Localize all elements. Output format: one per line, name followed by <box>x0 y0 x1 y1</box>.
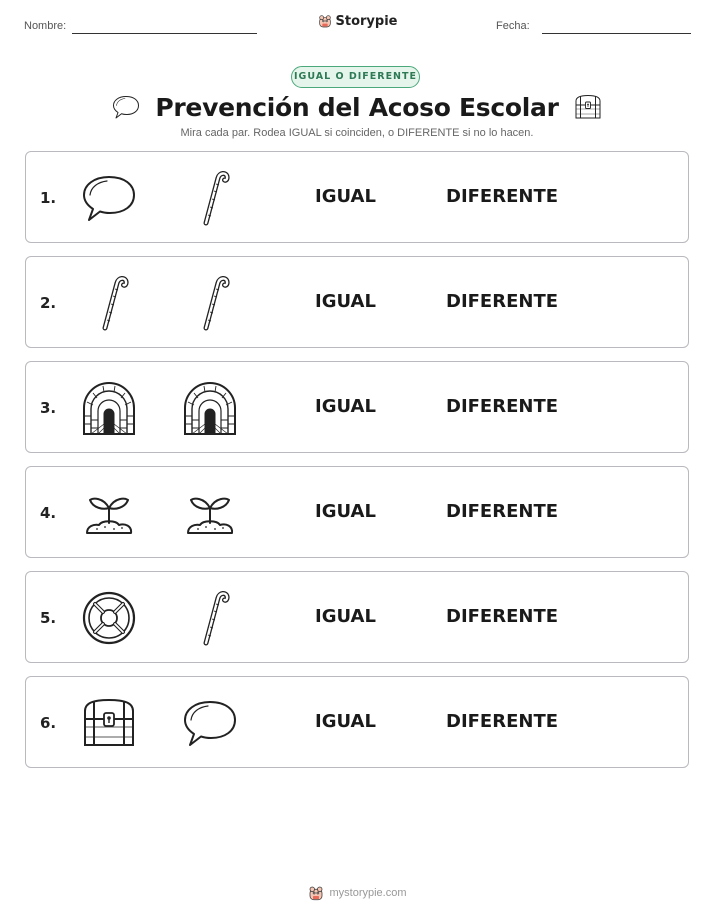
speech-bubble-icon <box>180 693 240 753</box>
speech-bubble-icon <box>79 168 139 228</box>
option-different[interactable]: DIFERENTE <box>446 291 559 312</box>
shield-icon <box>79 588 139 648</box>
option-same[interactable]: IGUAL <box>315 291 376 312</box>
row-number: 2. <box>40 294 57 312</box>
treasure-chest-icon <box>79 693 139 753</box>
exercise-row <box>25 256 689 348</box>
option-different[interactable]: DIFERENTE <box>446 396 559 417</box>
storypie-mascot-icon <box>307 884 325 902</box>
exercise-row <box>25 571 689 663</box>
option-different[interactable]: DIFERENTE <box>446 606 559 627</box>
exercise-row <box>25 151 689 243</box>
name-label: Nombre: <box>24 20 67 32</box>
row-number: 4. <box>40 504 57 522</box>
activity-badge: IGUAL O DIFERENTE <box>291 66 420 88</box>
storypie-mascot-icon <box>317 13 333 29</box>
tunnel-icon <box>180 378 240 438</box>
brand-logo <box>0 13 714 33</box>
option-same[interactable]: IGUAL <box>315 501 376 522</box>
date-line[interactable] <box>542 33 691 34</box>
option-different[interactable]: DIFERENTE <box>446 501 559 522</box>
tunnel-icon <box>79 378 139 438</box>
exercise-row <box>25 676 689 768</box>
cane-icon <box>79 273 139 333</box>
brand-name: Storypie <box>335 13 398 29</box>
title-row <box>0 92 714 126</box>
sprout-icon <box>180 483 240 543</box>
cane-icon <box>180 273 240 333</box>
instructions: Mira cada par. Rodea IGUAL si coinciden, o DIFERENTE si no lo hacen. <box>180 127 534 139</box>
exercise-row <box>25 361 689 453</box>
option-same[interactable]: IGUAL <box>315 606 376 627</box>
page-title: Prevención del Acoso Escolar <box>155 92 559 122</box>
name-line[interactable] <box>72 33 257 34</box>
sprout-icon <box>79 483 139 543</box>
row-number: 3. <box>40 399 57 417</box>
cane-icon <box>180 168 240 228</box>
option-different[interactable]: DIFERENTE <box>446 186 559 207</box>
row-number: 5. <box>40 609 57 627</box>
speech-bubble-icon <box>111 92 141 122</box>
date-label: Fecha: <box>496 20 530 32</box>
option-different[interactable]: DIFERENTE <box>446 711 559 732</box>
row-number: 6. <box>40 714 57 732</box>
option-same[interactable]: IGUAL <box>315 186 376 207</box>
exercise-row <box>25 466 689 558</box>
footer <box>0 884 714 906</box>
row-number: 1. <box>40 189 57 207</box>
cane-icon <box>180 588 240 648</box>
option-same[interactable]: IGUAL <box>315 396 376 417</box>
treasure-chest-icon <box>573 92 603 122</box>
option-same[interactable]: IGUAL <box>315 711 376 732</box>
footer-url: mystorypie.com <box>329 887 407 899</box>
